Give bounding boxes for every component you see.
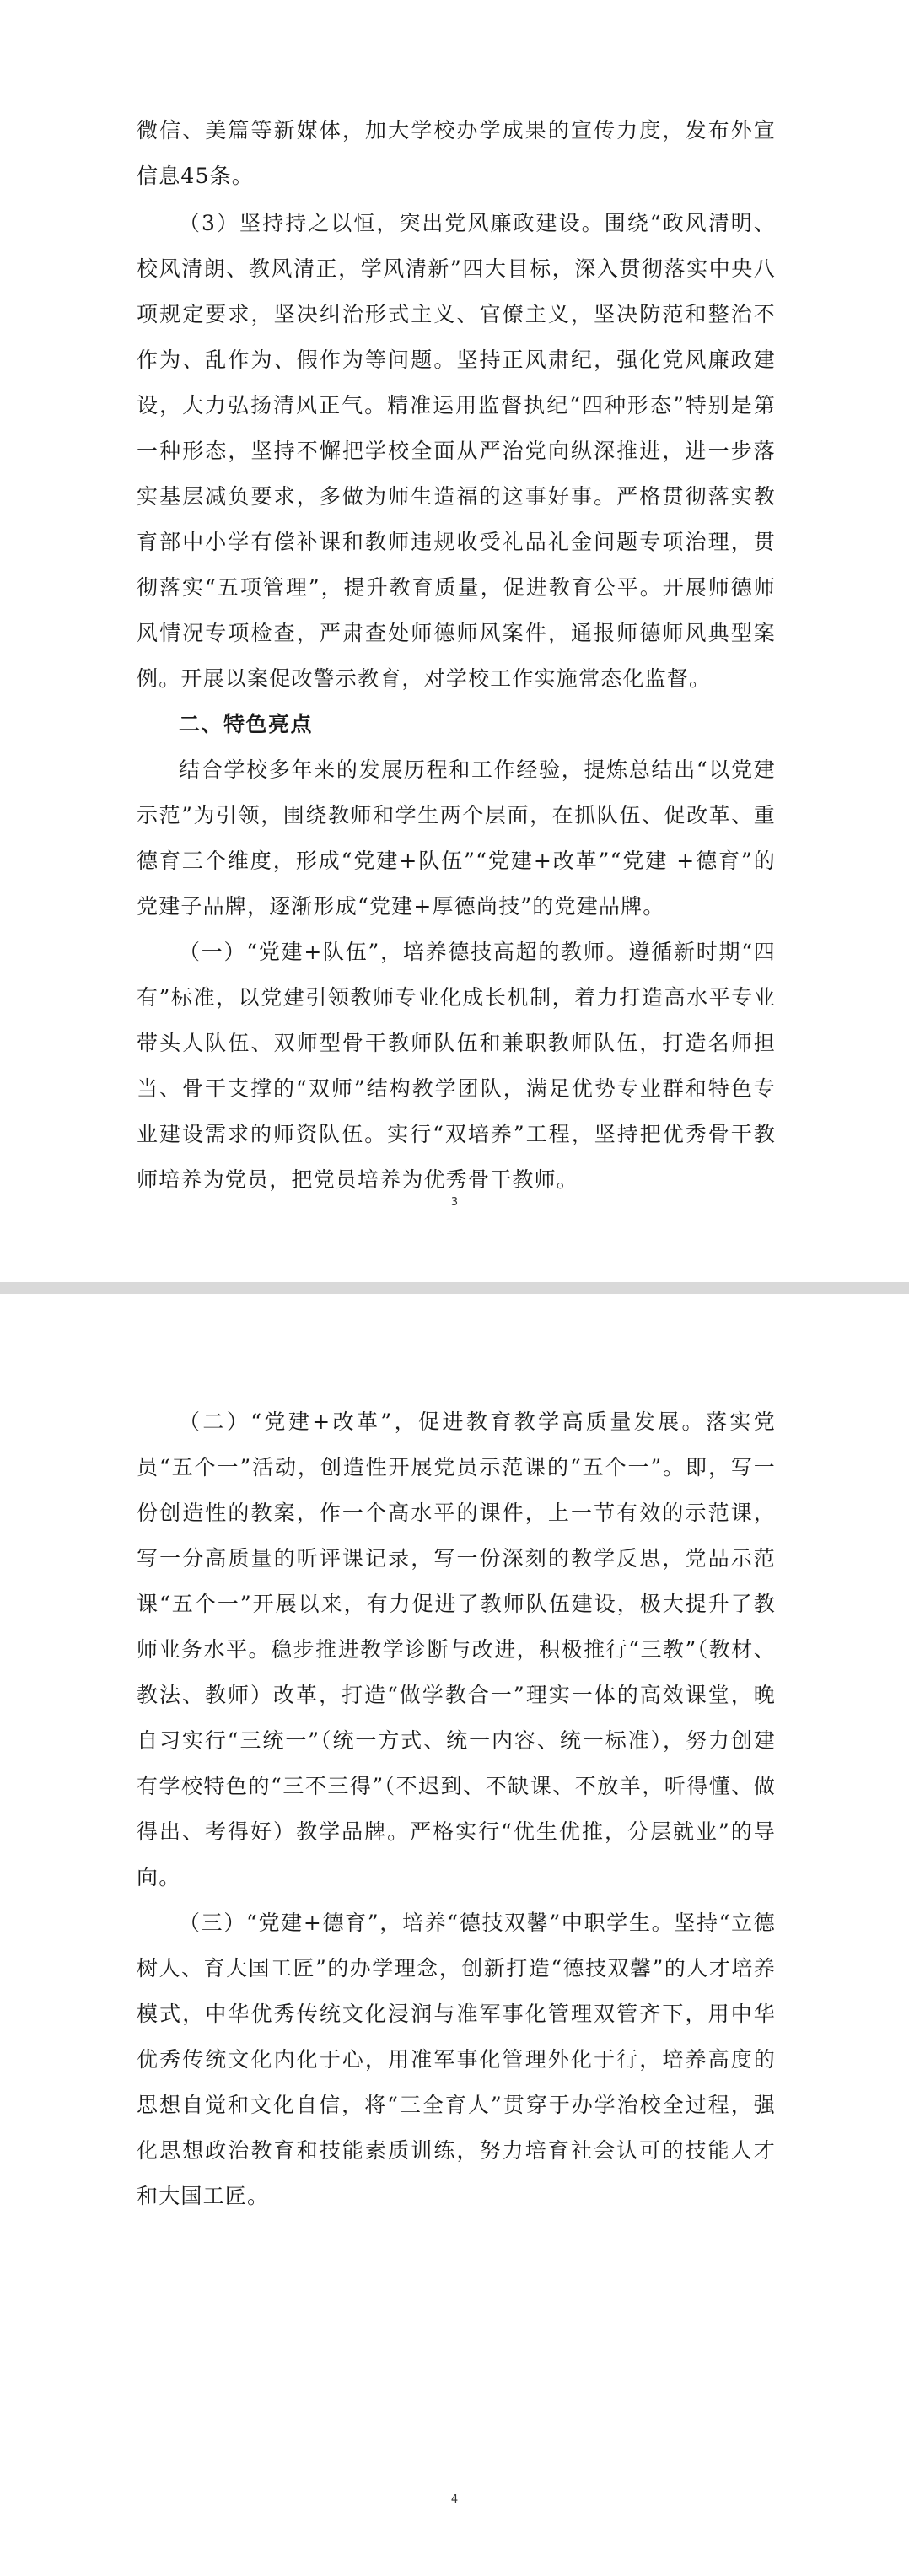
paragraph-media-publicity: 微信、美篇等新媒体，加大学校办学成果的宣传力度，发布外宣信息45条。 [137,118,776,188]
page-separator [0,1282,909,1294]
paragraph-party-reform: （二）“党建+改革”，促进教育教学高质量发展。落实党员“五个一”活动，创造性开展党员示范课的“五个一”。即，写一份创造性的教案，作一个高水平的课件，上一节有效的示范课，写一分高质量的听评课记录，写一份深刻的教学反思，党品示范课“五个一”开展以来，有力促进了教师队伍建设，极大提升了教师业务水平。稳步推进教学诊断与改进，积极推行“三教”（教材、教法、教师）改革，打造“做学教合一”理实一体的高效课堂，晚自习实行“三统一”（统一方式、统一内容、统一标准），努力创建有学校特色的“三不三得”（不迟到、不缺课、不放羊，听得懂、做得出、考得好）教学品牌。严格实行“优生优推，分层就业”的导向。 [137,1409,776,1889]
section-heading-highlights: 二、特色亮点 [179,712,314,736]
paragraph-party-moral-education: （三）“党建+德育”，培养“德技双馨”中职学生。坚持“立德树人、育大国工匠”的办学理念，创新打造“德技双馨”的人才培养模式，中华优秀传统文化浸润与准军事化管理双管齐下，用中华优秀传统文化内化于心，用准军事化管理外化于行，培养高度的思想自觉和文化自信，将“三全育人”贯穿于办学治校全过程，强化思想政治教育和技能素质训练，努力培育社会认可的技能人才和大国工匠。 [137,1910,776,2208]
page-number: 4 [450,2493,459,2506]
paragraph-party-team: （一）“党建+队伍”，培养德技高超的教师。遵循新时期“四有”标准，以党建引领教师专业化成长机制，着力打造高水平专业带头人队伍、双师型骨干教师队伍和兼职教师队伍，打造名师担当、骨干支撑的“双师”结构教学团队，满足优势专业群和特色专业建设需求的师资队伍。实行“双培养”工程，坚持把优秀骨干教师培养为党员，把党员培养为优秀骨干教师。 [137,940,776,1192]
document-page-3 [0,0,909,1282]
page-number: 3 [450,1196,459,1209]
paragraph-brand-summary: 结合学校多年来的发展历程和工作经验，提炼总结出“以党建示范”为引领，围绕教师和学生两个层面，在抓队伍、促改革、重德育三个维度，形成“党建+队伍”“党建+改革”“党建 +德育”的党建子品牌，逐渐形成“党建+厚德尚技”的党建品牌。 [137,757,776,919]
page-4-body [137,1399,776,2219]
paragraph-party-integrity: （3）坚持持之以恒，突出党风廉政建设。围绕“政风清明、校风清朗、教风清正，学风清新”四大目标，深入贯彻落实中央八项规定要求，坚决纠治形式主义、官僚主义，坚决防范和整治不作为、乱作为、假作为等问题。坚持正风肃纪，强化党风廉政建设，大力弘扬清风正气。精准运用监督执纪“四种形态”特别是第一种形态，坚持不懈把学校全面从严治党向纵深推进，进一步落实基层减负要求，多做为师生造福的这事好事。严格贯彻落实教育部中小学有偿补课和教师违规收受礼品礼金问题专项治理，贯彻落实“五项管理”，提升教育质量，促进教育公平。开展师德师风情况专项检查，严肃查处师德师风案件，通报师德师风典型案例。开展以案促改警示教育，对学校工作实施常态化监督。 [137,211,776,691]
page-3-body [137,108,776,1203]
document-page-4 [0,1294,909,2576]
